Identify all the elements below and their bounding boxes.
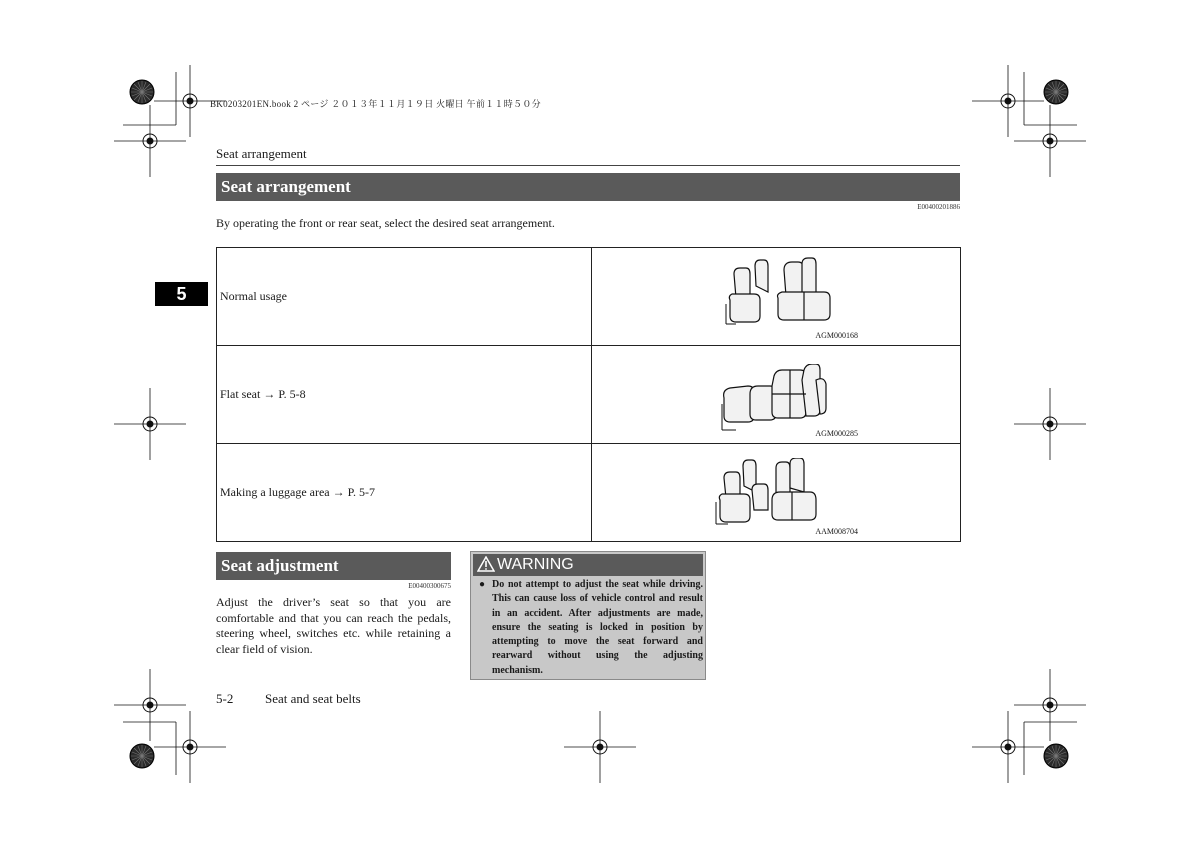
warning-text (479, 578, 703, 678)
header-rule (216, 165, 960, 166)
bullet-icon: ● (479, 579, 486, 590)
row-label: Normal usage (217, 248, 592, 346)
warning-heading (473, 554, 703, 576)
warning-box (470, 551, 706, 680)
chapter-title: Seat and seat belts (265, 691, 361, 706)
seat-arrangement-table (216, 247, 961, 542)
page-number: 5-2 (216, 691, 234, 706)
intro-text: By operating the front or rear seat, select the desired seat arrangement. (216, 216, 555, 230)
illustration-cell (592, 346, 961, 444)
warning-triangle-icon (477, 556, 495, 572)
section-code: E00400201886 (917, 203, 960, 211)
image-code: AAM008704 (815, 527, 858, 536)
warning-label: WARNING (497, 556, 574, 573)
warning-message: Do not attempt to adjust the seat while driving. This can cause loss of vehicle control and result in an accident. After adjustments are made, ensure the seating is locked in position by attempting to move the seat forward and rearward without using the adjusting mechanism. (492, 579, 703, 676)
section-code: E00400300675 (408, 582, 451, 590)
image-code: AGM000285 (815, 429, 858, 438)
seats-flat-illustration (720, 364, 840, 434)
print-header: BK0203201EN.book 2 ページ ２０１３年１１月１９日 火曜日 午前１１時５０分 (210, 99, 541, 109)
illustration-cell (592, 248, 961, 346)
chapter-tab: 5 (155, 282, 208, 306)
section-title-seat-arrangement: Seat arrangement (216, 173, 960, 201)
section-title-seat-adjustment: Seat adjustment (216, 552, 451, 580)
seat-adjustment-body: Adjust the driver’s seat so that you are comfortable and that you can reach the pedals, steering wheel, switches etc. while retaining a clear field of vision. (216, 595, 451, 657)
seats-luggage-illustration (714, 458, 834, 528)
row-label: Flat seat → P. 5-8 (217, 346, 592, 444)
illustration-cell (592, 444, 961, 542)
row-label: Making a luggage area → P. 5-7 (217, 444, 592, 542)
running-head: Seat arrangement (216, 146, 307, 161)
table-row (217, 248, 961, 346)
seats-normal-illustration (720, 256, 840, 326)
table-row (217, 346, 961, 444)
image-code: AGM000168 (815, 331, 858, 340)
table-row (217, 444, 961, 542)
